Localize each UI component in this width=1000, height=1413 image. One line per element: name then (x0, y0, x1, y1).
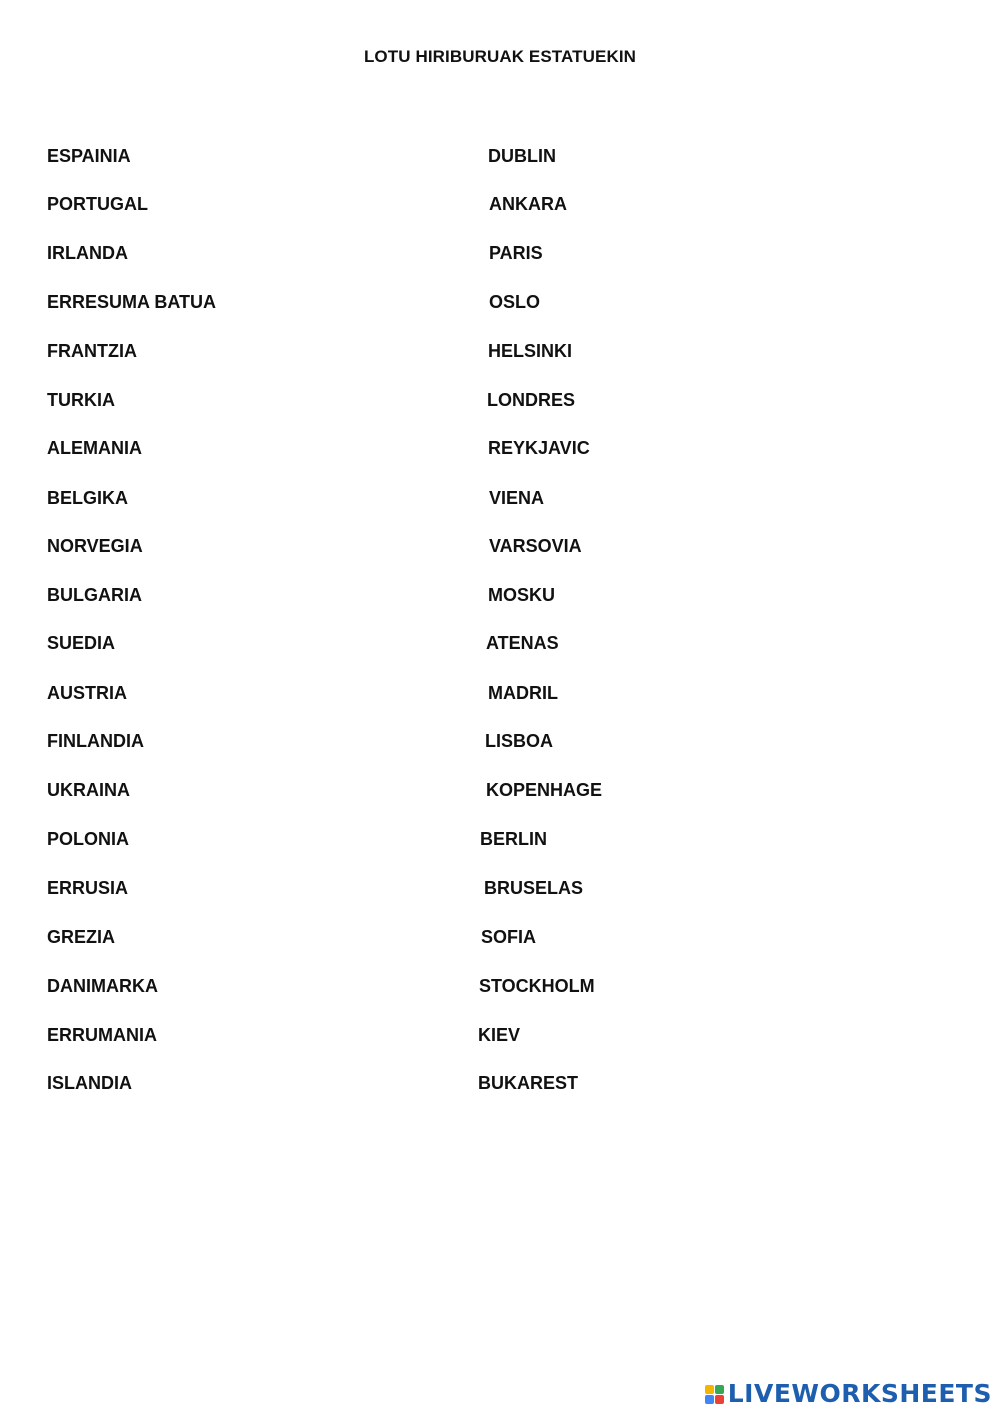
country-item: PORTUGAL (47, 194, 148, 214)
country-item: FINLANDIA (47, 731, 144, 751)
country-item: ERRESUMA BATUA (47, 292, 216, 312)
logo-text: LIVEWORKSHEETS (727, 1379, 992, 1408)
country-item: BELGIKA (47, 488, 128, 508)
capital-item: VARSOVIA (489, 536, 582, 556)
capital-item: OSLO (489, 292, 541, 312)
country-item: AUSTRIA (47, 683, 127, 703)
capital-item: VIENA (489, 488, 545, 508)
capital-item: LISBOA (485, 731, 554, 751)
liveworksheets-logo (705, 1381, 992, 1407)
country-item: DANIMARKA (47, 976, 158, 996)
capital-item: BRUSELAS (484, 878, 584, 898)
country-item: TURKIA (47, 390, 115, 410)
capital-item: ANKARA (489, 194, 567, 214)
country-item: ERRUSIA (47, 878, 129, 898)
capital-item: SOFIA (481, 927, 537, 947)
country-item: ESPAINIA (47, 146, 131, 166)
country-item: ISLANDIA (47, 1073, 132, 1093)
capital-item: STOCKHOLM (479, 976, 595, 996)
liveworksheets-logo-icon (705, 1385, 724, 1404)
capital-item: ATENAS (486, 633, 559, 653)
page-title: LOTU HIRIBURUAK ESTATUEKIN (363, 47, 637, 66)
country-item: ERRUMANIA (47, 1025, 157, 1045)
country-item: NORVEGIA (47, 536, 143, 556)
logo-square (715, 1385, 724, 1394)
capital-item: PARIS (489, 243, 543, 263)
capital-item: REYKJAVIC (488, 438, 590, 458)
logo-square (705, 1385, 714, 1394)
capital-item: BUKAREST (478, 1073, 579, 1093)
capital-item: LONDRES (487, 390, 576, 410)
logo-square (715, 1395, 724, 1404)
capital-item: BERLIN (480, 829, 547, 849)
logo-square (705, 1395, 714, 1404)
country-item: FRANTZIA (47, 341, 137, 361)
country-item: SUEDIA (47, 633, 116, 653)
capital-item: MADRIL (488, 683, 558, 703)
country-item: GREZIA (47, 927, 116, 947)
country-item: POLONIA (47, 829, 130, 849)
capital-item: DUBLIN (488, 146, 556, 166)
country-item: UKRAINA (47, 780, 130, 800)
capital-item: MOSKU (488, 585, 555, 605)
capital-item: KOPENHAGE (486, 780, 603, 800)
capital-item: KIEV (478, 1025, 521, 1045)
country-item: IRLANDA (47, 243, 128, 263)
capital-item: HELSINKI (488, 341, 573, 361)
country-item: ALEMANIA (47, 438, 142, 458)
country-item: BULGARIA (47, 585, 142, 605)
